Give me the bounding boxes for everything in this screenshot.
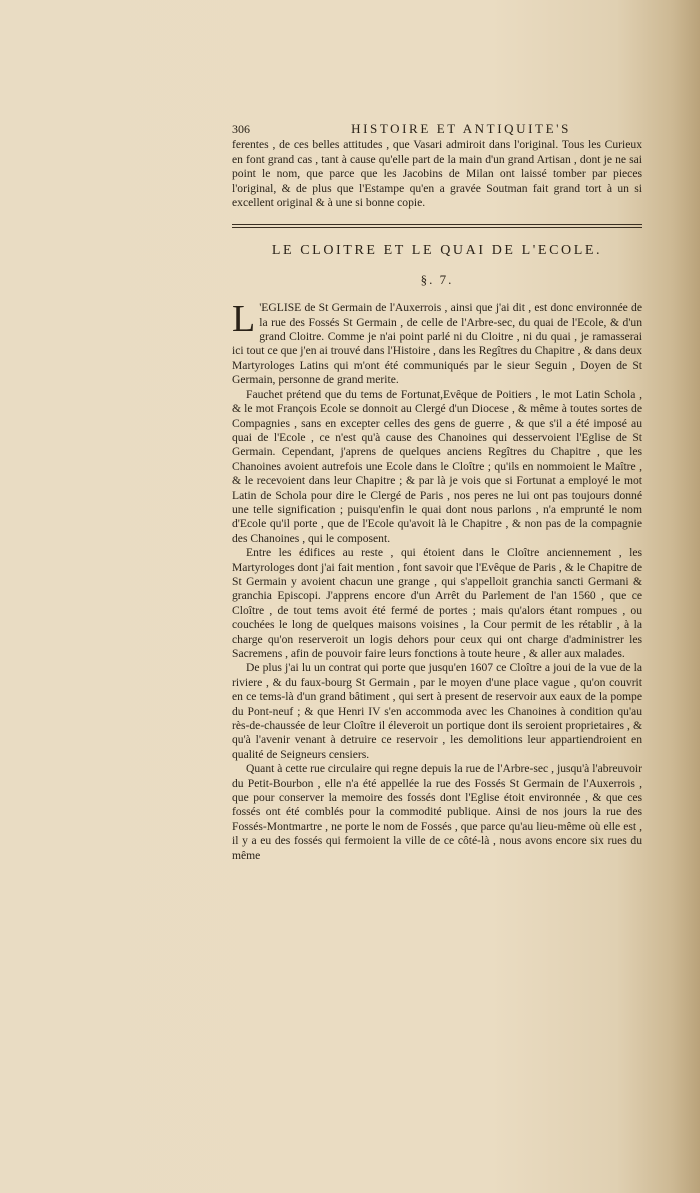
section-rule bbox=[232, 224, 642, 228]
paragraph-1 bbox=[232, 298, 642, 387]
running-title: HISTOIRE ET ANTIQUITE'S bbox=[351, 121, 571, 136]
paragraph-2: Fauchet prétend que du tems de Fortunat,Evêque de Poitiers , le mot Latin Schola , & le mot François Ecole se donnoit au Clergé d'un Diocese , & même à toutes sortes de Compagnies , sans en excepter celles des gens de guerre , & que s'il a été imposé au quai de l'Ecole , ce n'est qu'à cause des Chanoines qui desservoient l'Eglise de St Germain. Cependant, j'aprens de quelques anciens Regîtres du Chapitre , que les Chanoines avoient autrefois une Ecole dans le Cloître ; qu'ils en nommoient le Maître , & le recevoient dans leur Chapitre ; & par là je vois que si Fortunat a employé le mot Latin de Schola pour dire le Clergé de Paris , nos peres ne lui ont pas toujours donné une telle signification ; puisqu'enfin le quai dont nous parlons , n'a emprunté le nom d'Ecole qu'il porte , que de l'Ecole qu'avoit là le Chapitre , & non pas de la compagnie des Chanoines , qui le composent. bbox=[232, 387, 642, 545]
top-paragraph: ferentes , de ces belles attitudes , que Vasari admiroit dans l'original. Tous les Curieux en font grand cas , tant à cause qu'elle part de la main d'un grand Artisan , dont je ne sai point le nom, que parce que les Jacobins de Milan ont laissé tomber par pieces l'original, & de plus que l'Estampe qu'en a gravée Soutman fait grand tort à un si excellent original & à une si bonne copie. bbox=[232, 138, 642, 210]
paragraph-5: Quant à cette rue circulaire qui regne depuis la rue de l'Arbre-sec , jusqu'à l'abreuvoir du Petit-Bourbon , elle n'a été appellée la rue des Fossés St Germain de l'Auxerrois , que pour conserver la memoire des fossés dont l'Eglise étoit environnée , & que ces fossés ont été comblés pour la commodité publique. Ainsi de nos jours la rue des Fossés-Montmartre , ne porte le nom de Fossés , que parce qu'au lieu-même où elle est , il y a eu des fossés qui fermoient la ville de ce côté-là , nous avons encore six rues du même bbox=[232, 762, 642, 862]
section-title: LE CLOITRE ET LE QUAI DE L'ECOLE. bbox=[271, 243, 603, 259]
section-number: §. 7. bbox=[420, 271, 454, 287]
text-block bbox=[232, 122, 642, 863]
drop-cap: L bbox=[232, 298, 256, 341]
page-number: 306 bbox=[232, 122, 250, 136]
paragraph-1-text: 'EGLISE de St Germain de l'Auxerrois , ainsi que j'ai dit , est donc environnée de la rue des Fossés St Germain , de celle de l'Arbre-sec, du quai de l'Ecole, & d'un grand Cloitre. Comme je n'ai point parlé ni du Cloitre , ni du quai , je ramasserai ici tout ce que j'en ai trouvé dans l'Histoire , dans les Regîtres du Chapitre , & dans deux Martyrologes Latins qui m'ont été communiqués par le sieur Seguin , Doyen de St Germain, personne de grand merite. bbox=[232, 301, 642, 387]
running-head bbox=[232, 122, 642, 136]
paragraph-4: De plus j'ai lu un contrat qui porte que jusqu'en 1607 ce Cloître a joui de la vue de la riviere , & du faux-bourg St Germain , par le moyen d'une place vague , qu'on couvrit en ce tems-là d'un grand bâtiment , qui sert à present de reservoir aux eaux de la pompe du Pont-neuf ; & que Henri IV s'en accommoda avec les Chanoines à condition qu'au rès-de-chaussée de leur Cloître il éleveroit un portique dont ils seroient proprietaires , & qu'à l'avenir venant à detruire ce reservoir , les demolitions leur appartiendroient en qualité de Seigneurs censiers. bbox=[232, 661, 642, 761]
paragraph-3: Entre les édifices au reste , qui étoient dans le Cloître anciennement , les Martyrologes dont j'ai fait mention , font savoir que l'Evêque de Paris , & le Chapitre de St Germain y avoient chacun une grange , qui s'appelloit granchia sancti Germani & granchia Episcopi. J'apprens encore d'un Arrêt du Parlement de l'an 1560 , que ce Cloître , de tout tems avoit été fermé de portes ; mais qu'alors étant rompues , ou couchées le long de quelques maisons voisines , la Cour permit de les rétablir , à la charge qu'on reserveroit un logis dehors pour ceux qui ont charge d'administrer les Sacremens , afin de pouvoir faire leurs fonctions à toute heure , & aller aux malades. bbox=[232, 546, 642, 660]
